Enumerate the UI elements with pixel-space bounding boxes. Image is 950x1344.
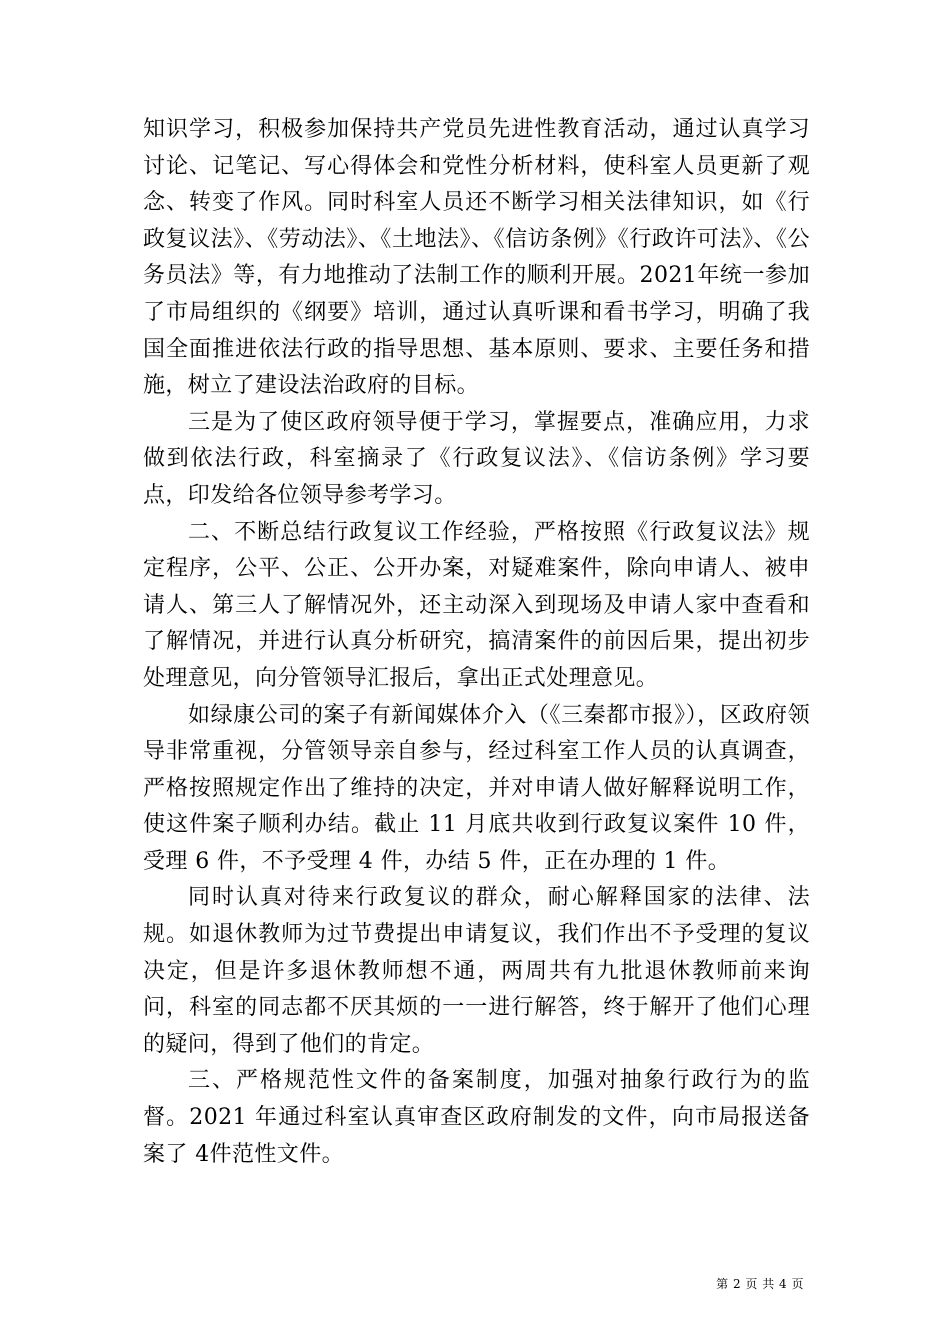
paragraph-2: 三是为了使区政府领导便于学习，掌握要点，准确应用，力求做到依法行政，科室摘录了《行政复议法》、《信访条例》学习要点，印发给各位领导参考学习。: [143, 409, 810, 508]
page-number: 第 2 页 共 4 页: [716, 1277, 804, 1291]
paragraph-5: 同时认真对待来行政复议的群众，耐心解释国家的法律、法规。如退休教师为过节费提出申请复议，我们作出不予受理的复议决定，但是许多退休教师想不通，两周共有九批退休教师前来询问，科室的同志都不厌其烦的一一进行解答，终于解开了他们心理的疑问，得到了他们的肯定。: [143, 885, 810, 1057]
paragraph-3: 二、不断总结行政复议工作经验，严格按照《行政复议法》规定程序，公平、公正、公开办案，对疑难案件，除向申请人、被申请人、第三人了解情况外，还主动深入到现场及申请人家中查看和了解情况，并进行认真分析研究，搞清案件的前因后果，提出初步处理意见，向分管领导汇报后，拿出正式处理意见。: [143, 519, 810, 691]
paragraph-6: 三、严格规范性文件的备案制度，加强对抽象行政行为的监督。2021 年通过科室认真审查区政府制发的文件，向市局报送备案了 4件范性文件。: [143, 1068, 810, 1167]
paragraph-4: 如绿康公司的案子有新闻媒体介入（《三秦都市报》），区政府领导非常重视，分管领导亲自参与，经过科室工作人员的认真调查，严格按照规定作出了维持的决定，并对申请人做好解释说明工作，使这件案子顺利办结。截止 11 月底共收到行政复议案件 10 件，受理 6 件，不予受理 4 件，办结 5 件，正在办理的 1 件。: [143, 702, 810, 874]
document-body: [143, 112, 810, 1173]
paragraph-1: 知识学习，积极参加保持共产党员先进性教育活动，通过认真学习讨论、记笔记、写心得体会和党性分析材料，使科室人员更新了观念、转变了作风。同时科室人员还不断学习相关法律知识，如《行政复议法》、《劳动法》、《土地法》、《信访条例》《行政许可法》、《公务员法》等，有力地推动了法制工作的顺利开展。2021年统一参加了市局组织的《纲要》培训，通过认真听课和看书学习，明确了我国全面推进依法行政的指导思想、基本原则、要求、主要任务和措施，树立了建设法治政府的目标。: [143, 117, 810, 399]
